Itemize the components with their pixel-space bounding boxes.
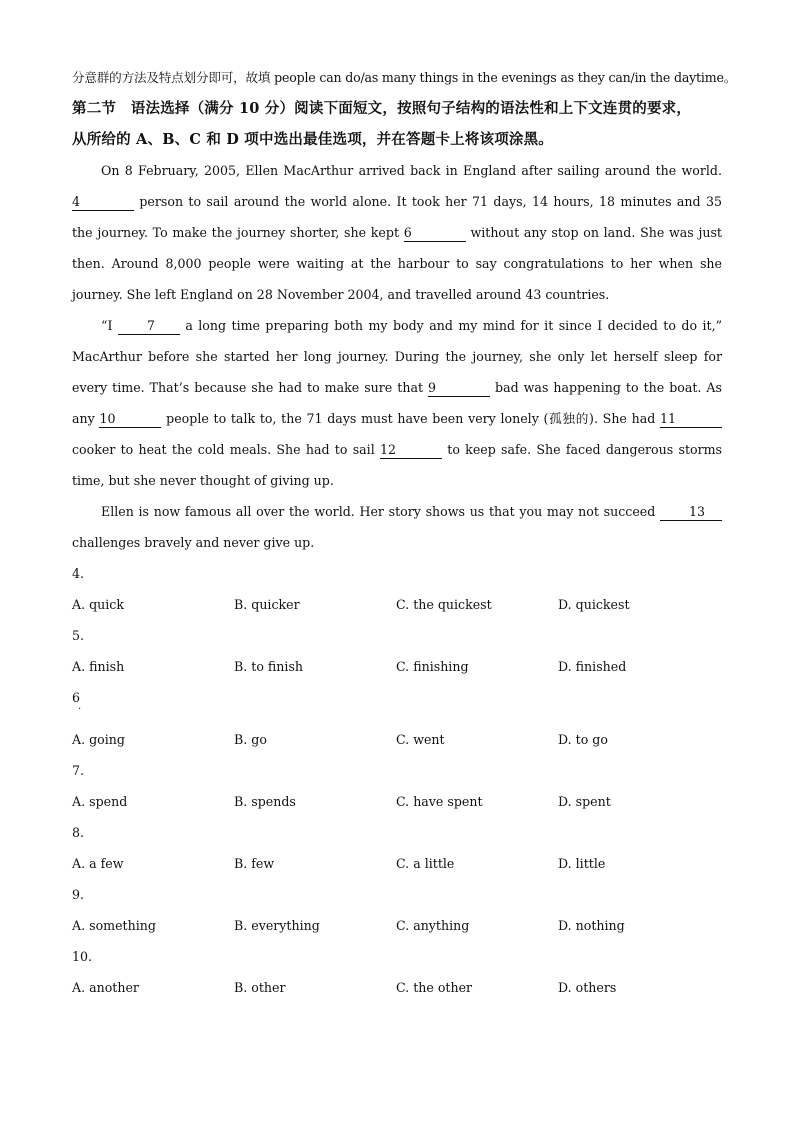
blank-11: 11 [660, 412, 722, 428]
option-a[interactable]: A. finish [72, 659, 125, 674]
question-number: 9. [72, 887, 85, 902]
question-number: 8. [72, 825, 85, 840]
option-d[interactable]: D. quickest [558, 597, 630, 612]
section-heading-line-2: 从所给的 A、B、C 和 D 项中选出最佳选项，并在答题卡上将该项涂黑。 [72, 131, 554, 148]
option-d[interactable]: D. finished [558, 659, 627, 674]
option-c[interactable]: C. the other [396, 980, 473, 995]
passage-line: Ellen is now famous all over the world. Her story shows us that you may not succeed 13 [72, 496, 722, 527]
question-10 [72, 941, 722, 1003]
passage-line: cooker to heat the cold meals. She had to sail 12 to keep safe. She faced dangerous storms [72, 442, 722, 457]
passage-line: MacArthur before she started her long journey. During the journey, she only let herself sleep for [72, 341, 722, 372]
passage-line: every time. That’s because she had to make sure that 9 bad was happening to the boat. As [72, 380, 722, 395]
option-c[interactable]: C. finishing [396, 659, 469, 674]
option-b[interactable]: B. go [234, 732, 267, 747]
blank-12: 12 [380, 443, 442, 459]
option-c[interactable]: C. have spent [396, 794, 483, 809]
option-d[interactable]: D. to go [558, 732, 608, 747]
option-b[interactable]: B. everything [234, 918, 320, 933]
blank-4: 4 [72, 195, 134, 211]
option-c[interactable]: C. the quickest [396, 597, 492, 612]
option-b[interactable]: B. to finish [234, 659, 304, 674]
option-c[interactable]: C. a little [396, 856, 455, 871]
blank-13: 13 [660, 505, 722, 521]
question-7 [72, 755, 722, 817]
option-d[interactable]: D. little [558, 856, 606, 871]
option-b[interactable]: B. few [234, 856, 275, 871]
question-8 [72, 817, 722, 879]
option-row [72, 848, 722, 879]
option-d[interactable]: D. spent [558, 794, 611, 809]
option-row [72, 589, 722, 620]
blank-10: 10 [99, 412, 161, 428]
option-a[interactable]: A. something [72, 918, 156, 933]
passage-paragraph-1 [72, 155, 722, 310]
passage-line: On 8 February, 2005, Ellen MacArthur arrived back in England after sailing around the world. [101, 163, 722, 178]
section-heading-line-1: 第二节 语法选择（满分 10 分）阅读下面短文，按照句子结构的语法性和上下文连贯的要求， [72, 100, 692, 117]
option-b[interactable]: B. spends [234, 794, 296, 809]
option-b[interactable]: B. other [234, 980, 286, 995]
passage-line: time, but she never thought of giving up. [72, 473, 334, 488]
question-number: 7. [72, 763, 85, 778]
option-c[interactable]: C. anything [396, 918, 470, 933]
blank-7: 7 [118, 319, 180, 335]
passage-line: “I 7 a long time preparing both my body and my mind for it since I decided to do it,” [101, 318, 722, 333]
question-4 [72, 558, 722, 620]
option-a[interactable]: A. going [72, 732, 125, 747]
question-number: 5. [72, 628, 85, 643]
passage-line: 4 person to sail around the world alone. It took her 71 days, 14 hours, 18 minutes and 35 [72, 186, 722, 217]
question-number: 6 [72, 690, 81, 705]
passage-line: journey. She left England on 28 November 2004, and travelled around 43 countries. [72, 287, 610, 302]
question-9 [72, 879, 722, 941]
question-number: 10. [72, 949, 93, 964]
document-page [72, 62, 737, 1003]
option-row [72, 651, 722, 682]
passage-paragraph-2 [72, 310, 722, 496]
passage-line: any 10 people to talk to, the 71 days must have been very lonely (孤独的). She had 11 [72, 403, 722, 434]
option-a[interactable]: A. a few [72, 856, 124, 871]
question-6 [72, 682, 722, 755]
option-d[interactable]: D. others [558, 980, 617, 995]
passage-line: challenges bravely and never give up. [72, 535, 315, 550]
intro-line: 分意群的方法及特点划分即可，故填 people can do/as many things in the evenings as they can/in the daytime。 [72, 70, 737, 85]
question-5 [72, 620, 722, 682]
passage-line: then. Around 8,000 people were waiting at the harbour to say congratulations to her when she [72, 256, 722, 271]
option-a[interactable]: A. spend [72, 794, 128, 809]
option-row [72, 972, 722, 1003]
option-d[interactable]: D. nothing [558, 918, 625, 933]
option-row [72, 786, 722, 817]
passage-line: the journey. To make the journey shorter, she kept 6 without any stop on land. She was just [72, 225, 722, 240]
option-row [72, 724, 722, 755]
question-number-dot: . [78, 701, 82, 712]
blank-6: 6 [404, 226, 466, 242]
question-list [72, 558, 722, 1003]
option-row [72, 910, 722, 941]
option-a[interactable]: A. another [72, 980, 139, 995]
option-b[interactable]: B. quicker [234, 597, 300, 612]
option-a[interactable]: A. quick [72, 597, 124, 612]
option-c[interactable]: C. went [396, 732, 445, 747]
passage-paragraph-3 [72, 496, 722, 558]
question-number: 4. [72, 566, 85, 581]
blank-9: 9 [428, 381, 490, 397]
